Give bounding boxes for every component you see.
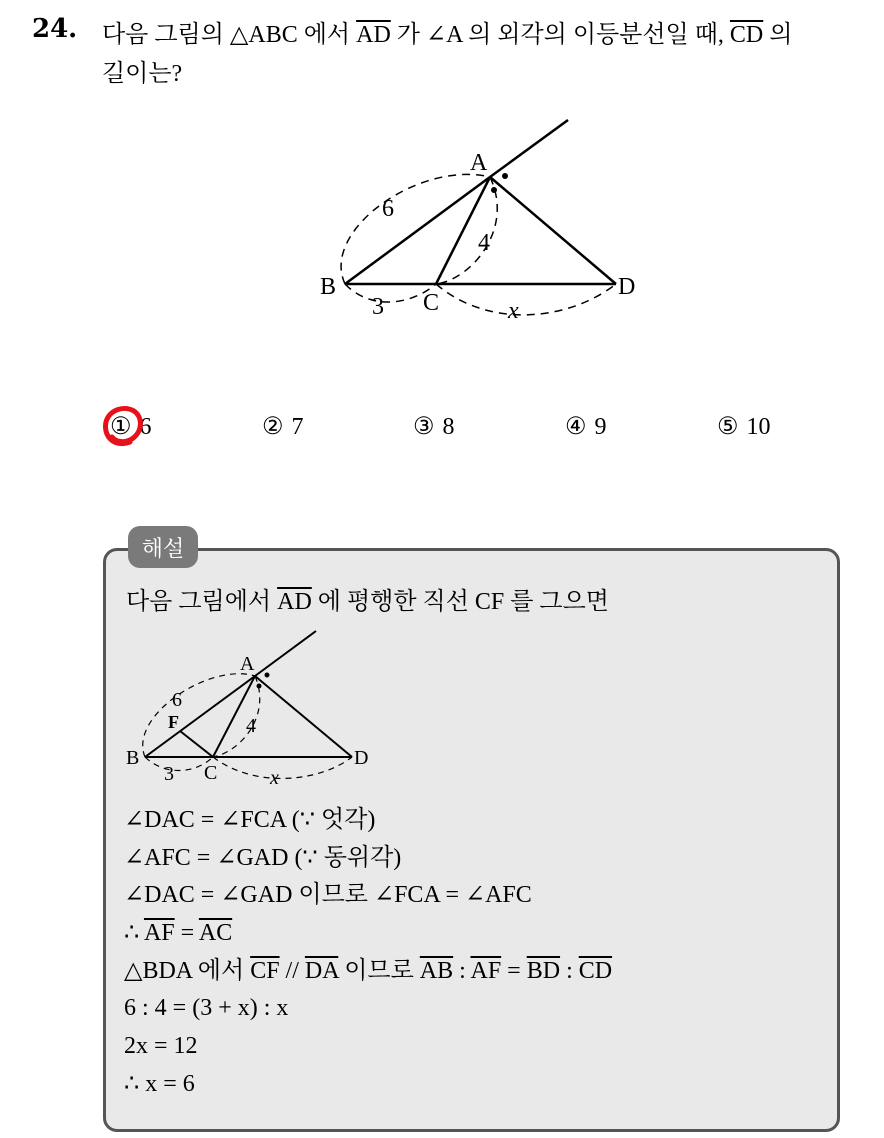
text-run: 다음 그림에서 — [126, 589, 278, 615]
segment-af: $\overline{AF}$ — [470, 957, 502, 984]
segment-ac: $\overline{AC}$ — [198, 920, 233, 947]
triangle-abc: △ABC — [229, 22, 298, 48]
length-ac: 4 — [246, 715, 256, 737]
label-b: B — [320, 274, 337, 300]
choice-value: 7 — [291, 414, 304, 440]
length-ab: 6 — [172, 689, 182, 711]
angle-mark — [502, 173, 508, 179]
choice-value: 8 — [442, 414, 455, 440]
label-b: B — [126, 747, 140, 769]
extension-ray — [490, 120, 568, 177]
answer-circle-icon — [100, 402, 146, 448]
length-cd: x — [508, 298, 519, 324]
solution-step — [124, 953, 612, 991]
triangle-figure — [300, 110, 640, 340]
segment-cd: $\overline{CD}$ — [729, 22, 764, 48]
label-c: C — [423, 290, 440, 316]
solution-step: ∴ x = 6 — [124, 1070, 195, 1097]
segment-cf: $\overline{CF}$ — [250, 957, 280, 984]
solution-tag: 해설 — [128, 526, 198, 568]
angle-mark — [265, 673, 270, 678]
question-text-line1 — [102, 16, 872, 55]
side-ad — [255, 676, 352, 757]
angle-mark — [257, 684, 262, 689]
label-d: D — [618, 274, 636, 300]
solution-step: ∠DAC = ∠FCA (∵ 엇각) — [124, 807, 376, 833]
label-a: A — [240, 653, 255, 675]
label-f: F — [168, 712, 179, 732]
question-number: 24. — [32, 14, 78, 44]
solution-figure — [120, 624, 390, 786]
text-run: : — [453, 957, 471, 984]
segment-af: $\overline{AF}$ — [143, 920, 175, 947]
choice-mark: ⑤ — [717, 414, 739, 440]
angle-mark — [491, 187, 497, 193]
text-run: 의 — [763, 22, 793, 48]
segment-ad: $\overline{AD}$ — [277, 589, 312, 615]
segment-cf — [180, 731, 213, 757]
solution-intro — [126, 584, 609, 620]
length-ac: 4 — [478, 230, 490, 256]
label-d: D — [354, 747, 369, 769]
choice-value: 6 — [139, 414, 152, 440]
therefore-symbol: ∴ — [124, 920, 144, 947]
solution-step — [124, 915, 612, 953]
choice-4[interactable] — [565, 410, 607, 444]
choice-value: 9 — [594, 414, 607, 440]
length-bc: 3 — [372, 294, 384, 320]
choice-mark: ② — [262, 414, 284, 440]
segment-bd: $\overline{BD}$ — [526, 957, 561, 984]
text-run: 이므로 — [338, 957, 420, 984]
text-run: : — [560, 957, 579, 984]
arc-bc — [145, 757, 213, 771]
segment-ab: $\overline{AB}$ — [419, 957, 454, 984]
question-text — [102, 16, 872, 94]
text-run: 가 ∠A 의 외각의 이등분선일 때, — [390, 22, 730, 48]
arc-ab — [143, 674, 255, 757]
length-bc: 3 — [164, 763, 174, 785]
text-run: // — [279, 957, 305, 984]
side-ab — [145, 676, 255, 757]
question-text-line2: 길이는? — [102, 61, 183, 87]
text-run: 에서 — [297, 22, 357, 48]
segment-ad: $\overline{AD}$ — [356, 22, 391, 48]
solution-step: ∠AFC = ∠GAD (∵ 동위각) — [124, 844, 402, 871]
choice-mark: ① — [110, 414, 132, 440]
arc-cd — [436, 284, 616, 315]
arc-cd — [213, 757, 352, 778]
text-run: 에 평행한 직선 CF 를 그으면 — [311, 589, 609, 615]
choice-value: 10 — [746, 414, 771, 440]
solution-step: 6 : 4 = (3 + x) : x — [124, 995, 289, 1022]
solution-step: ∠DAC = ∠GAD 이므로 ∠FCA = ∠AFC — [124, 882, 532, 909]
segment-cd: $\overline{CD}$ — [578, 957, 613, 984]
text-run: △BDA 에서 — [124, 957, 251, 984]
length-cd: x — [270, 767, 279, 786]
text-run: = — [501, 957, 527, 984]
text-run: = — [174, 920, 199, 947]
label-c: C — [204, 762, 218, 784]
segment-da: $\overline{DA}$ — [304, 957, 339, 984]
arc-ab — [341, 174, 490, 284]
choice-5[interactable] — [717, 410, 771, 444]
choice-3[interactable] — [413, 410, 455, 444]
choice-mark: ④ — [565, 414, 587, 440]
solution-steps — [124, 802, 612, 1104]
side-ad — [490, 177, 616, 284]
choice-2[interactable] — [262, 410, 304, 444]
length-ab: 6 — [382, 196, 394, 222]
extension-ray — [255, 631, 316, 676]
text-run: 다음 그림의 — [102, 22, 230, 48]
label-a: A — [470, 150, 488, 176]
solution-step: 2x = 12 — [124, 1033, 198, 1060]
choice-mark: ③ — [413, 414, 435, 440]
